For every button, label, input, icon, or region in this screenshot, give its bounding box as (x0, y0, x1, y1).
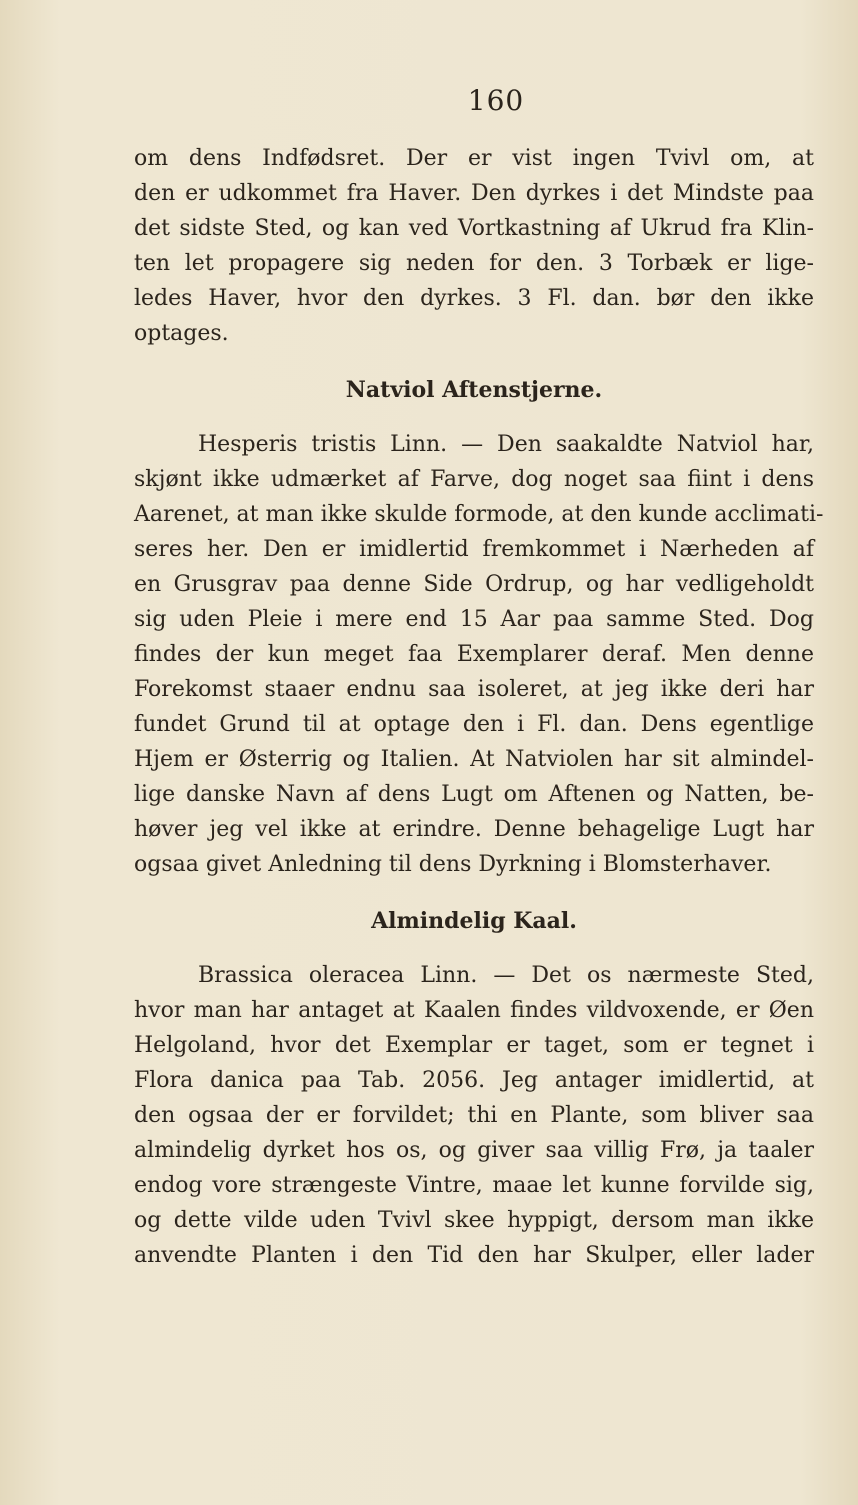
text-line: fundet Grund til at optage den i Fl. dan. Dens egentlige (134, 712, 814, 737)
text-line: skjønt ikke udmærket af Farve, dog noget saa fiint i dens (134, 467, 814, 492)
text-line: høver jeg vel ikke at erindre. Denne behagelige Lugt har (134, 817, 814, 842)
text-line: findes der kun meget faa Exemplarer deraf. Men denne (134, 642, 814, 667)
text-line: ogsaa givet Anledning til dens Dyrkning i Blomsterhaver. (134, 852, 772, 877)
text-line: hvor man har antaget at Kaalen findes vildvoxende, er Øen (134, 998, 814, 1023)
text-line: den ogsaa der er forvildet; thi en Plante, som bliver saa (134, 1103, 814, 1128)
text-line: om dens Indfødsret. Der er vist ingen Tvivl om, at (134, 146, 814, 171)
text-line: lige danske Navn af dens Lugt om Aftenen og Natten, be- (134, 782, 814, 807)
text-line: og dette vilde uden Tvivl skee hyppigt, dersom man ikke (134, 1208, 814, 1233)
text-line: endog vore strængeste Vintre, maae let kunne forvilde sig, (134, 1173, 814, 1198)
text-line: Hesperis tristis Linn. — Den saakaldte Natviol har, (198, 432, 814, 457)
text-line: Flora danica paa Tab. 2056. Jeg antager imidlertid, at (134, 1068, 814, 1093)
text-line: den er udkommet fra Haver. Den dyrkes i det Mindste paa (134, 181, 814, 206)
text-line: almindelig dyrket hos os, og giver saa villig Frø, ja taaler (134, 1138, 814, 1163)
natviol-paragraph (134, 427, 824, 882)
text-line: Brassica oleracea Linn. — Det os nærmeste Sted, (198, 963, 814, 988)
text-line: Aarenet, at man ikke skulde formode, at den kunde acclimati- (134, 502, 824, 527)
text-line: seres her. Den er imidlertid fremkommet i Nærheden af (134, 537, 814, 562)
text-line: Forekomst staaer endnu saa isoleret, at jeg ikke deri har (134, 677, 814, 702)
section-heading-kaal: Almindelig Kaal. (371, 908, 577, 934)
section-heading-natviol: Natviol Aftenstjerne. (345, 377, 603, 403)
text-line: en Grusgrav paa denne Side Ordrup, og har vedligeholdt (134, 572, 814, 597)
text-line: anvendte Planten i den Tid den har Skulper, eller lader (134, 1243, 814, 1268)
text-line: Helgoland, hvor det Exemplar er taget, som er tegnet i (134, 1033, 814, 1058)
page-number: 160 (467, 84, 525, 117)
text-line: sig uden Pleie i mere end 15 Aar paa samme Sted. Dog (134, 607, 814, 632)
kaal-paragraph (134, 958, 814, 1273)
text-line: ten let propagere sig neden for den. 3 Torbæk er lige- (134, 251, 814, 276)
text-line: ledes Haver, hvor den dyrkes. 3 Fl. dan. bør den ikke (134, 286, 814, 311)
text-line: Hjem er Østerrig og Italien. At Natviolen har sit almindel- (134, 747, 814, 772)
text-line: optages. (134, 321, 229, 346)
text-line: det sidste Sted, og kan ved Vortkastning af Ukrud fra Klin- (134, 216, 814, 241)
intro-paragraph (134, 141, 814, 351)
